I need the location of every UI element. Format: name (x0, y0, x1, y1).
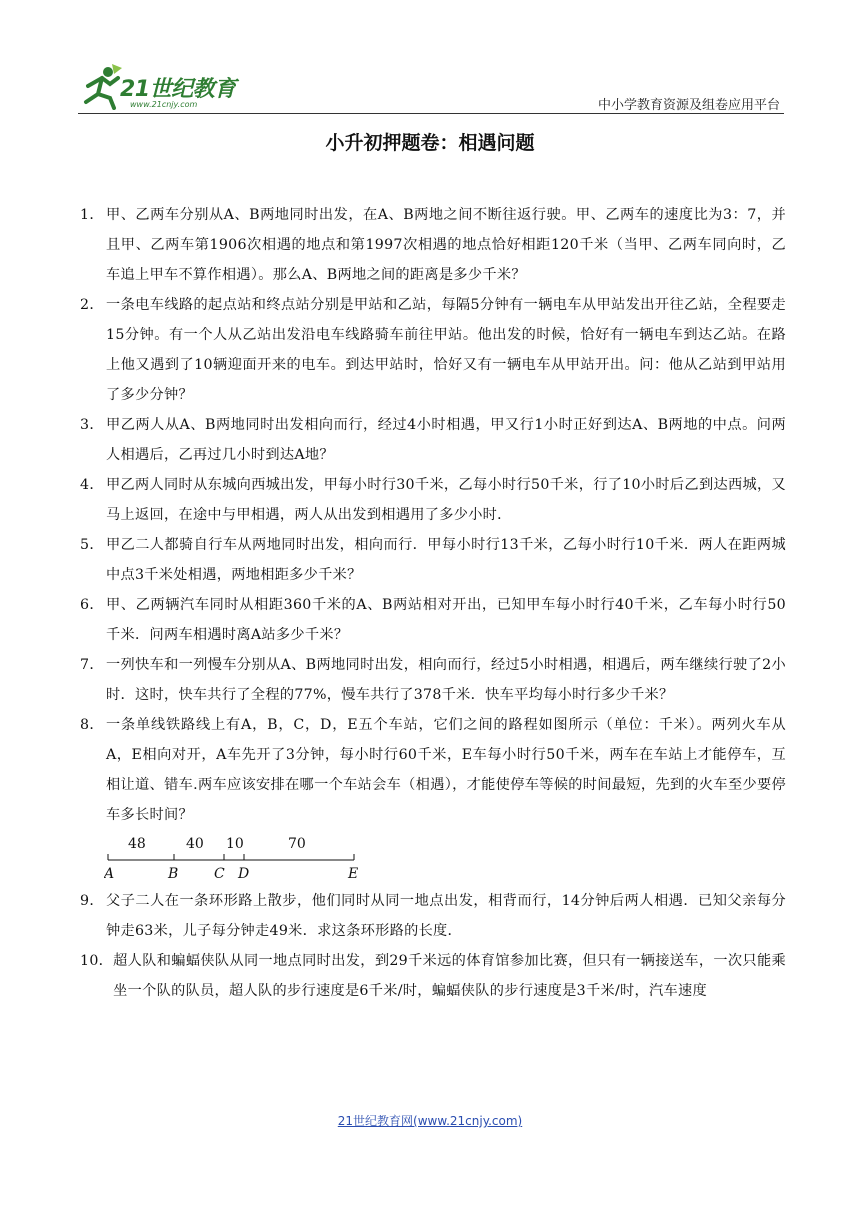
problem-number: 1． (80, 207, 104, 223)
problem-text: 父子二人在一条环形路上散步，他们同时从同一地点出发，相背而行，14分钟后两人相遇．已知父亲每分钟走63米，儿子每分钟走49米．求这条环形路的长度． (106, 893, 786, 939)
problem-4 (80, 470, 786, 530)
problem-text: 甲、乙两辆汽车同时从相距360千米的A、B两站相对开出，已知甲车每小时行40千米，乙车每小时行50千米．问两车相遇时离A站多少千米？ (106, 597, 786, 643)
page-title: 小升初押题卷：相遇问题 (325, 132, 535, 154)
problem-number: 3． (80, 417, 104, 433)
logo-text: 21世纪教育 (120, 77, 236, 102)
problem-8 (80, 710, 786, 830)
problem-3 (80, 410, 786, 470)
problem-5 (80, 530, 786, 590)
problem-text: 一条电车线路的起点站和终点站分别是甲站和乙站，每隔5分钟有一辆电车从甲站发出开往乙站，全程要走15分钟。有一个人从乙站出发沿电车线路骑车前往甲站。他出发的时候，恰好有一辆电车到达乙站。在路上他又遇到了10辆迎面开来的电车。到达甲站时，恰好又有一辆电车从甲站开出。问：他从乙站到甲站用了多少分钟？ (106, 297, 786, 403)
problem-number: 8． (80, 717, 104, 733)
platform-name: 中小学教育资源及组卷应用平台 (597, 98, 780, 113)
problem-number: 5． (80, 537, 104, 553)
station-label-a: A (104, 866, 115, 882)
station-label-e: E (348, 866, 359, 882)
problem-number: 2． (80, 297, 104, 313)
problem-6 (80, 590, 786, 650)
logo-url: www.21cnjy.com (130, 100, 198, 109)
problem-number: 10． (80, 953, 114, 969)
segment-label-cd: 10 (226, 836, 244, 852)
page-footer (0, 1112, 860, 1129)
segment-label-de: 70 (288, 836, 306, 852)
problem-number: 4． (80, 477, 104, 493)
problem-text: 甲、乙两车分别从A、B两地同时出发，在A、B两地之间不断往返行驶。甲、乙两车的速度比为3：7，并且甲、乙两车第1906次相遇的地点和第1997次相遇的地点恰好相距120千米（当甲、乙两车同向时，乙车追上甲车不算作相遇）。那么A、B两地之间的距离是多少千米？ (106, 207, 786, 283)
problem-7 (80, 650, 786, 710)
segment-label-ab: 48 (128, 836, 146, 852)
problem-text: 超人队和蝙蝠侠队从同一地点同时出发，到29千米远的体育馆参加比赛，但只有一辆接送车，一次只能乘坐一个队的队员，超人队的步行速度是6千米/时，蝙蝠侠队的步行速度是3千米/时，汽车速度 (113, 953, 786, 999)
header-divider (78, 113, 784, 114)
problem-1 (80, 200, 786, 290)
problem-text: 甲乙两人同时从东城向西城出发，甲每小时行30千米，乙每小时行50千米，行了10小时后乙到达西城，又马上返回，在途中与甲相遇，两人从出发到相遇用了多少小时． (106, 477, 786, 523)
station-label-d: D (238, 866, 250, 882)
problem-10 (80, 946, 786, 1006)
problem-text: 甲乙两人从A、B两地同时出发相向而行，经过4小时相遇，甲又行1小时正好到达A、B两地的中点。问两人相遇后，乙再过几小时到达A地？ (106, 417, 786, 463)
station-label-b: B (168, 866, 179, 882)
problem-text: 一列快车和一列慢车分别从A、B两地同时出发，相向而行，经过5小时相遇，相遇后，两车继续行驶了2小时．这时，快车共行了全程的77%，慢车共行了378千米．快车平均每小时行多少千米？ (106, 657, 786, 703)
problem-number: 7． (80, 657, 104, 673)
segment-label-bc: 40 (186, 836, 204, 852)
problem-list (80, 200, 786, 1006)
problem-number: 6． (80, 597, 104, 613)
problem-2 (80, 290, 786, 410)
station-label-c: C (214, 866, 225, 882)
problem-number: 9． (80, 893, 104, 909)
footer-link[interactable]: 21世纪教育网(www.21cnjy.com) (337, 1114, 523, 1128)
problem-text: 甲乙二人都骑自行车从两地同时出发，相向而行．甲每小时行13千米，乙每小时行10千米．两人在距两城中点3千米处相遇，两地相距多少千米？ (106, 537, 786, 583)
problem-text: 一条单线铁路线上有A，B，C，D，E五个车站，它们之间的路程如图所示（单位：千米）。两列火车从A，E相向对开，A车先开了3分钟，每小时行60千米，E车每小时行50千米，两车在车站上才能停车，互相让道、错车.两车应该安排在哪一个车站会车（相遇），才能使停车等候的时间最短，先到的火车至少要停车多长时间？ (106, 717, 786, 823)
railway-diagram (80, 830, 786, 886)
problem-9 (80, 886, 786, 946)
page-header (78, 62, 784, 116)
runner-icon (78, 64, 124, 110)
logo (78, 62, 258, 112)
